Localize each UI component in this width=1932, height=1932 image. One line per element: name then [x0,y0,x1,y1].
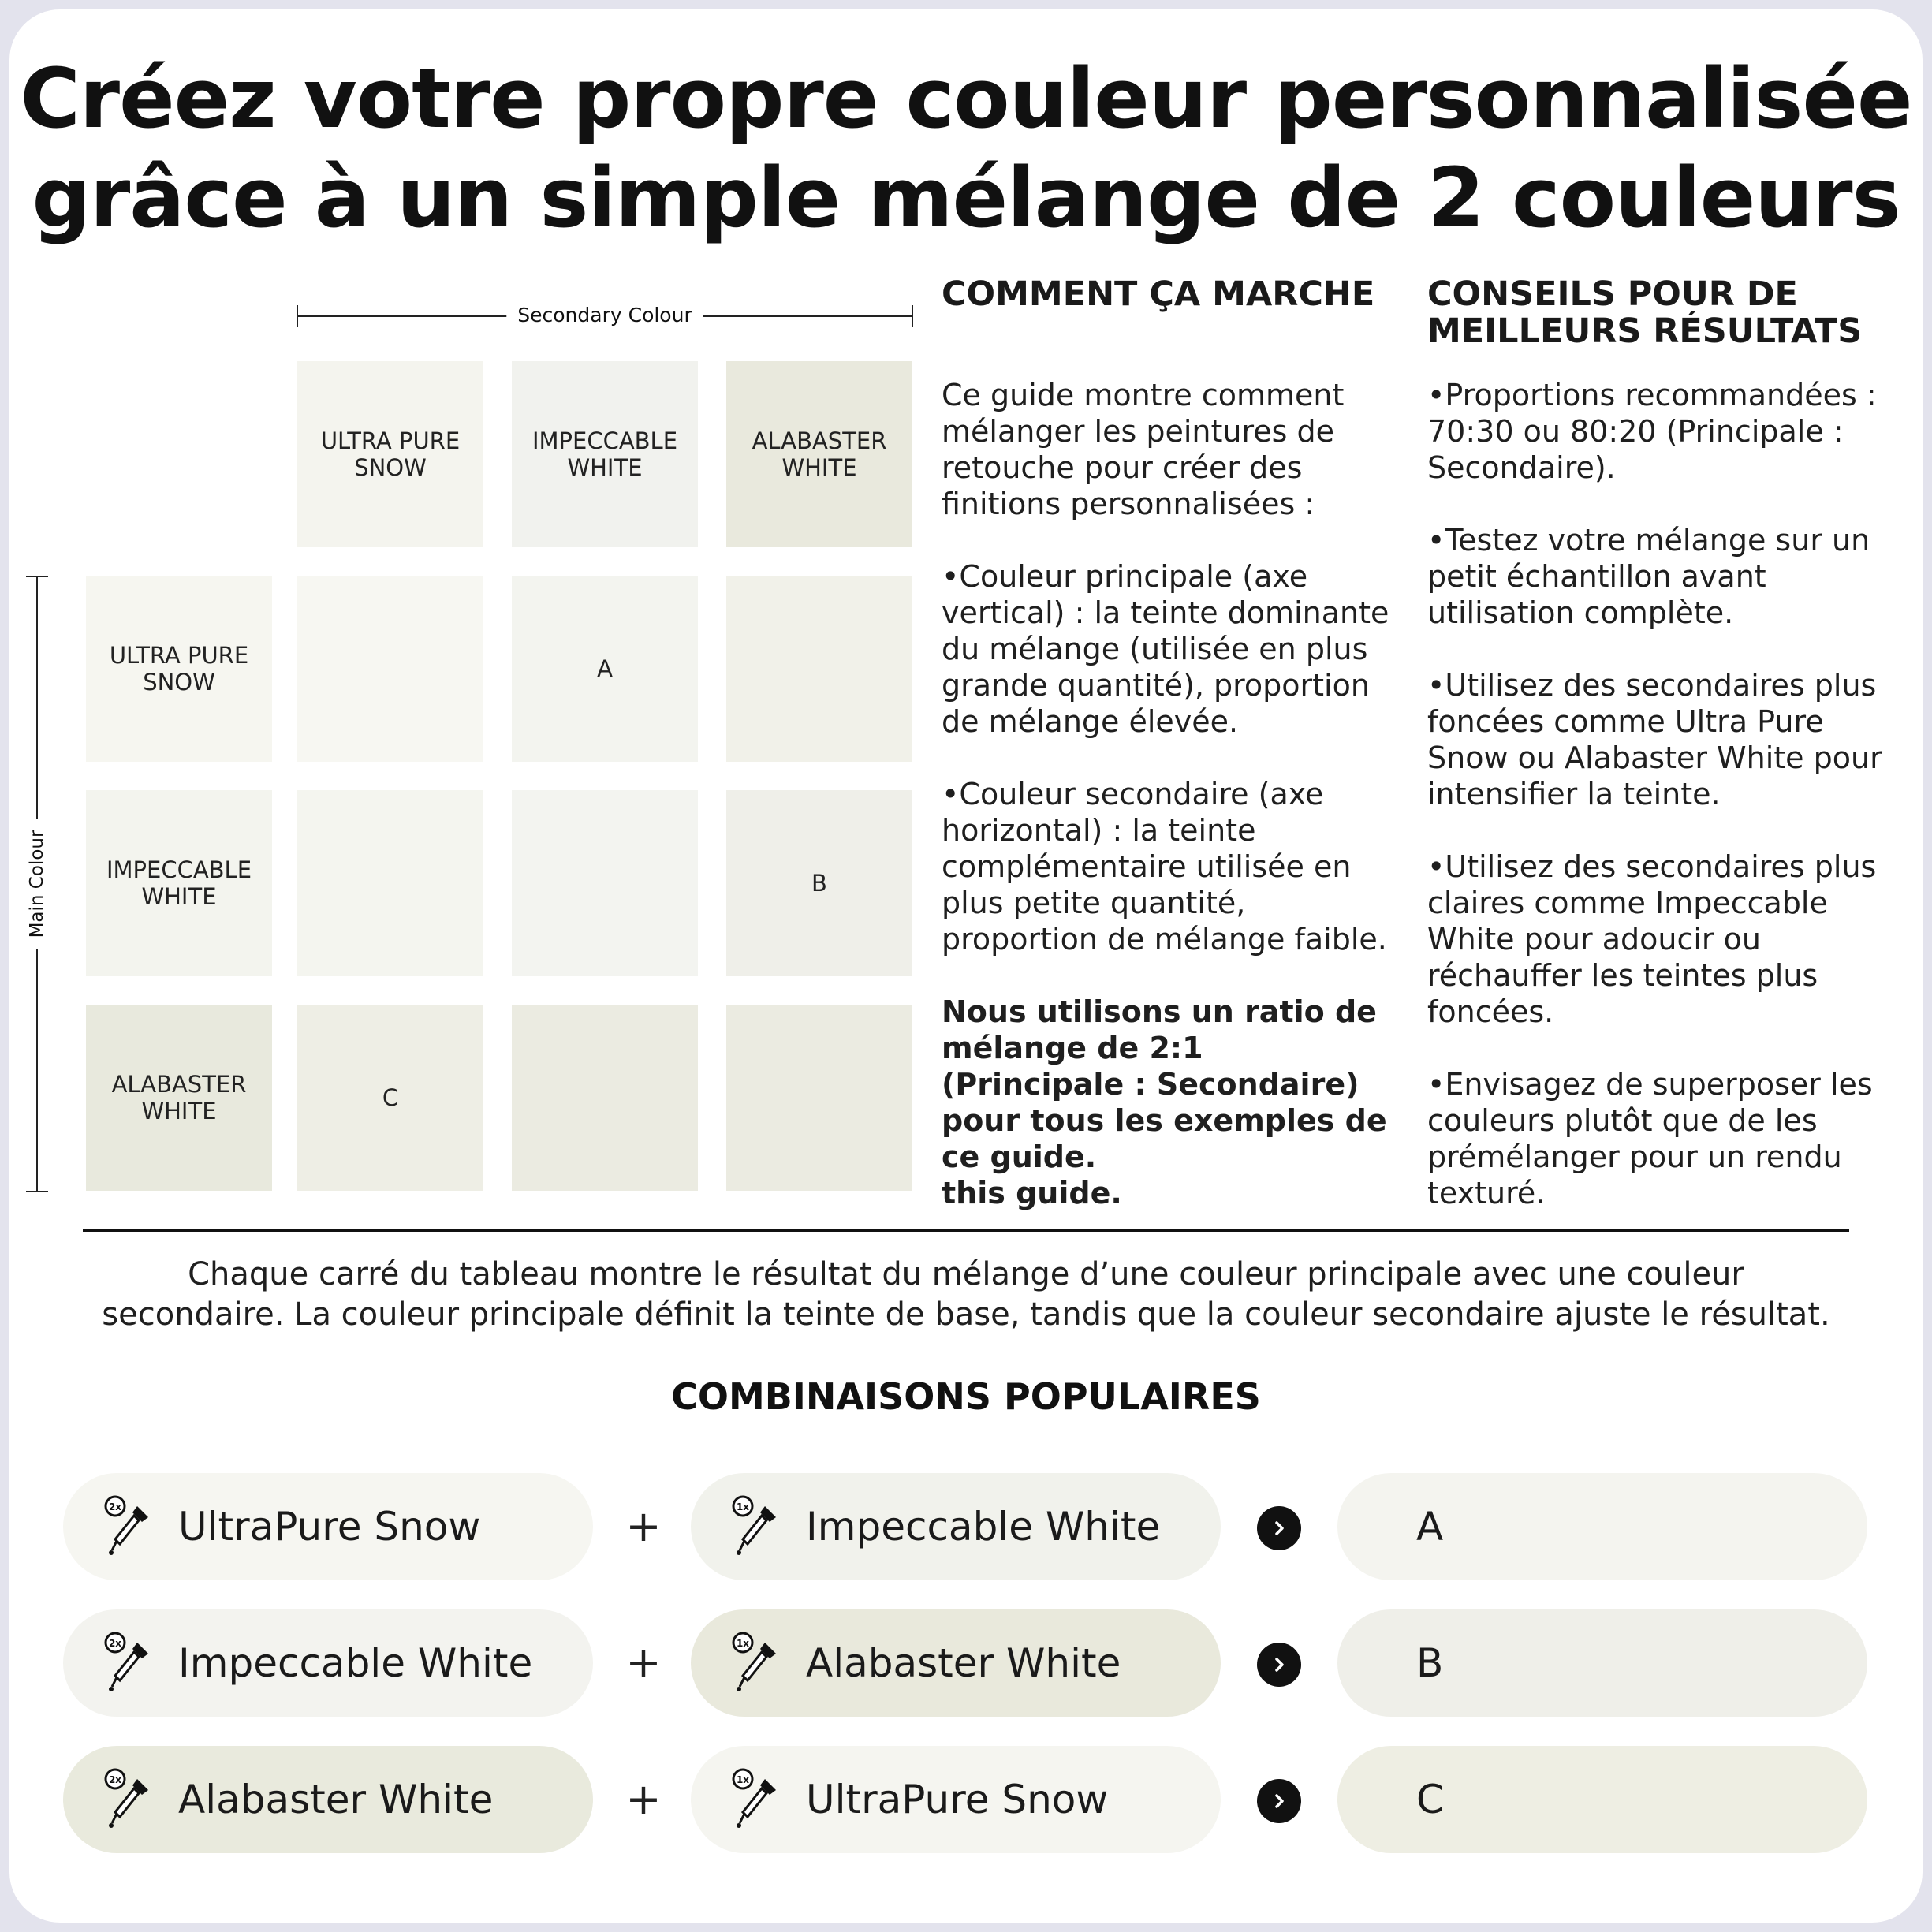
how-paragraph-ratio-tail: this guide. [942,1176,1122,1210]
title-line-2: grâce à un simple mélange de 2 couleurs [32,150,1900,246]
arrow-right-icon [1257,1779,1301,1823]
combo-3-result-label: C [1416,1777,1444,1822]
row-header-1 [86,576,272,762]
combo-1-secondary-label: Impeccable White [806,1504,1161,1550]
popular-combinations-heading: COMBINAISONS POPULAIRES [671,1375,1261,1418]
row-header-3-label: ALABASTER WHITE [111,1071,247,1125]
how-paragraph-3: •Couleur secondaire (axe horizontal) : la teinte complémentaire utilisée en plus petite quantité, proportion de mélange faible. [942,777,1387,957]
tip-3: •Utilisez des secondaires plus foncées comme Ultra Pure Snow ou Alabaster White pour intensifier la teinte. [1427,668,1882,811]
mix-cell-r3-c2 [512,1005,698,1191]
dropper-icon [730,1495,785,1558]
plus-sign: + [625,1501,662,1551]
combo-1-result [1337,1473,1867,1580]
dropper-icon [103,1632,158,1695]
mix-cell-r1-c3 [726,576,912,762]
column-header-2 [512,361,698,547]
combo-3-main [63,1746,593,1853]
combo-1-main-label: UltraPure Snow [178,1504,481,1550]
mix-cell-r1-c2-label: A [597,655,613,682]
arrow-right-icon [1257,1643,1301,1687]
combo-3-main-label: Alabaster White [178,1777,494,1822]
section-divider [83,1229,1849,1232]
tip-1: •Proportions recommandées : 70:30 ou 80:20 (Principale : Secondaire). [1427,378,1877,485]
column-header-3 [726,361,912,547]
row-header-2 [86,790,272,976]
how-paragraph-2: •Couleur principale (axe vertical) : la teinte dominante du mélange (utilisée en plus grande quantité), proportion de mélange élevée. [942,559,1389,739]
main-colour-axis [25,576,49,1192]
combo-1-main [63,1473,593,1580]
title-line-1: Créez votre propre couleur personnalisée [20,50,1912,147]
caption-line-2: secondaire. La couleur principale définit la teinte de base, tandis que la couleur secondaire ajuste le résultat. [102,1296,1830,1333]
mix-cell-r1-c2 [512,576,698,762]
svg-text:2x: 2x [108,1638,122,1649]
arrow-right-icon [1257,1506,1301,1550]
page-title [0,49,1932,248]
mix-cell-r2-c2 [512,790,698,976]
tip-2: •Testez votre mélange sur un petit échantillon avant utilisation complète. [1427,523,1870,630]
row-header-1-label: ULTRA PURE SNOW [109,642,249,696]
combo-2-secondary-label: Alabaster White [806,1640,1121,1686]
secondary-colour-axis-label: Secondary Colour [506,304,703,327]
svg-text:2x: 2x [108,1501,122,1512]
combo-2-main [63,1609,593,1717]
combo-3-secondary-label: UltraPure Snow [806,1777,1109,1822]
dropper-icon [103,1768,158,1831]
mix-cell-r3-c3 [726,1005,912,1191]
row-header-3 [86,1005,272,1191]
how-paragraph-1: Ce guide montre comment mélanger les peintures de retouche pour créer des finitions personnalisées : [942,378,1345,521]
combo-1-result-label: A [1416,1504,1444,1550]
combo-2-result-label: B [1416,1640,1444,1686]
grid-caption [32,1255,1900,1335]
plus-sign: + [625,1774,662,1824]
tips-heading-line-2: MEILLEURS RÉSULTATS [1427,311,1863,351]
combo-2-secondary [691,1609,1221,1717]
column-header-2-label: IMPECCABLE WHITE [531,427,678,481]
mix-cell-r3-c1 [297,1005,483,1191]
plus-sign: + [625,1638,662,1688]
combo-1-secondary [691,1473,1221,1580]
how-it-works-heading: COMMENT ÇA MARCHE [942,274,1375,314]
row-header-2-label: IMPECCABLE WHITE [106,856,252,910]
svg-text:1x: 1x [736,1638,750,1649]
tips-heading-line-1: CONSEILS POUR DE [1427,274,1798,314]
how-it-works-text [942,377,1389,1211]
main-colour-axis-label: Main Colour [26,819,48,949]
column-header-3-label: ALABASTER WHITE [752,427,887,481]
mix-cell-r1-c1 [297,576,483,762]
dropper-icon [103,1495,158,1558]
tips-text [1427,377,1899,1211]
svg-text:2x: 2x [108,1774,122,1785]
mix-cell-r3-c1-label: C [382,1084,399,1111]
dropper-icon [730,1632,785,1695]
dropper-icon [730,1768,785,1831]
caption-line-1: Chaque carré du tableau montre le résultat du mélange d’une couleur principale avec une couleur [188,1256,1744,1292]
combo-2-main-label: Impeccable White [178,1640,533,1686]
how-paragraph-ratio: Nous utilisons un ratio de mélange de 2:1 (Principale : Secondaire) pour tous les exemples de ce guide. [942,994,1387,1174]
tip-5: •Envisagez de superposer les couleurs plutôt que de les prémélanger pour un rendu texturé. [1427,1067,1873,1210]
mix-cell-r2-c3 [726,790,912,976]
tip-4: •Utilisez des secondaires plus claires comme Impeccable White pour adoucir ou réchauffer les teintes plus foncées. [1427,849,1877,1029]
secondary-colour-axis [297,304,913,327]
combo-3-secondary [691,1746,1221,1853]
column-header-1 [297,361,483,547]
svg-text:1x: 1x [736,1501,750,1512]
mix-cell-r2-c3-label: B [811,870,827,897]
mix-cell-r2-c1 [297,790,483,976]
tips-heading [1427,276,1900,350]
combo-3-result [1337,1746,1867,1853]
svg-text:1x: 1x [736,1774,750,1785]
combo-2-result [1337,1609,1867,1717]
column-header-1-label: ULTRA PURE SNOW [320,427,461,481]
